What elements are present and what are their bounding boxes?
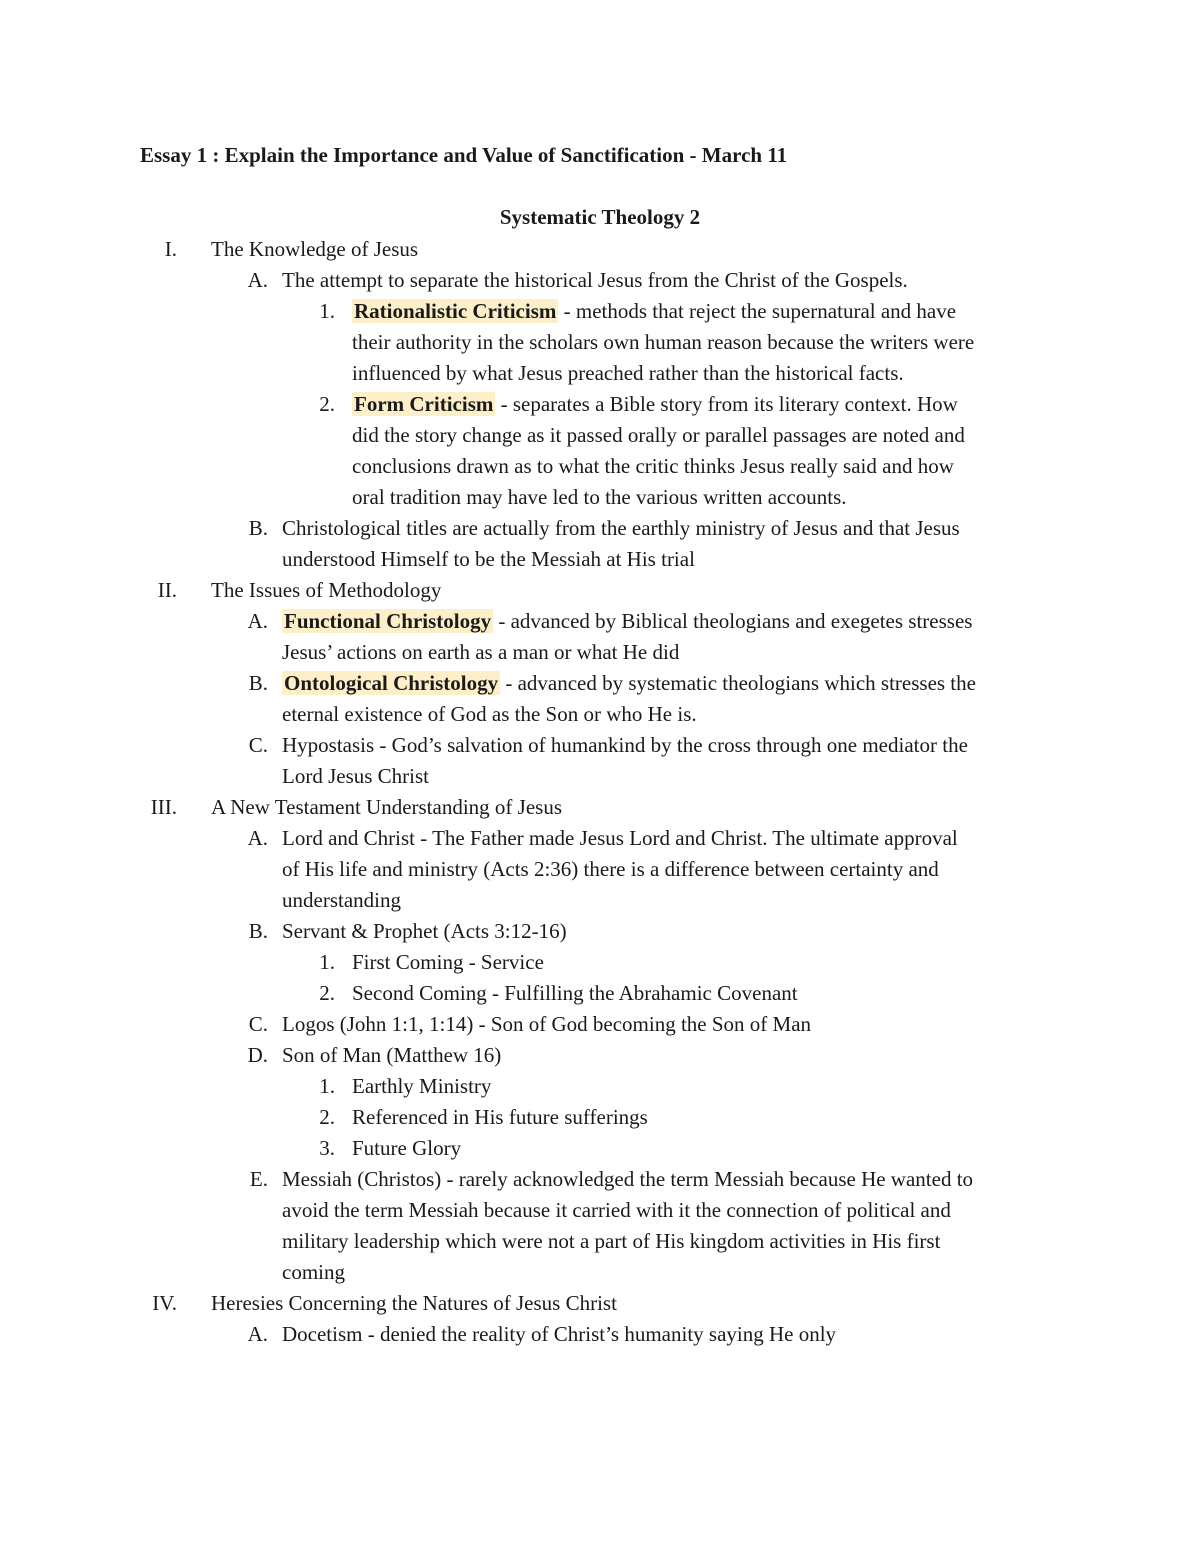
item-text: Jesus’ actions on earth as a man or what He did — [282, 640, 680, 664]
list-item — [0, 1102, 1200, 1133]
item-text: oral tradition may have led to the various written accounts. — [352, 485, 847, 509]
list-item — [0, 296, 1200, 327]
section-title: A New Testament Understanding of Jesus — [211, 795, 563, 819]
item-text: did the story change as it passed orally or parallel passages are noted and — [352, 423, 965, 447]
continuation-line — [0, 1226, 1200, 1257]
continuation-line — [0, 1257, 1200, 1288]
item-text: avoid the term Messiah because it carried with it the connection of political and — [282, 1198, 951, 1222]
continuation-line — [0, 1195, 1200, 1226]
item-text: Lord and Christ - The Father made Jesus Lord and Christ. The ultimate approval — [282, 826, 958, 850]
number-marker: 1. — [319, 1074, 335, 1098]
list-item — [0, 668, 1200, 699]
letter-marker: C. — [248, 1012, 268, 1036]
item-text: The attempt to separate the historical Jesus from the Christ of the Gospels. — [282, 268, 908, 292]
number-marker: 2. — [319, 392, 335, 416]
list-item — [0, 1133, 1200, 1164]
outline — [0, 234, 1200, 1350]
item-text-rest: - methods that reject the supernatural and have — [558, 299, 957, 323]
section-title: Heresies Concerning the Natures of Jesus Christ — [211, 1291, 617, 1315]
item-text: Referenced in His future sufferings — [352, 1105, 648, 1129]
letter-marker: E. — [249, 1167, 268, 1191]
number-marker: 1. — [319, 299, 335, 323]
section-title: The Knowledge of Jesus — [211, 237, 419, 261]
roman-numeral: I. — [164, 237, 177, 261]
course-title: Systematic Theology 2 — [499, 205, 701, 229]
item-text — [282, 606, 972, 637]
letter-marker: B. — [248, 919, 268, 943]
item-text-rest: - advanced by Biblical theologians and exegetes stresses — [493, 609, 973, 633]
letter-marker: C. — [248, 733, 268, 757]
letter-marker: A. — [247, 1322, 268, 1346]
essay-title: Essay 1 : Explain the Importance and Value of Sanctification - March 11 — [140, 143, 788, 167]
continuation-line — [0, 482, 1200, 513]
list-item — [0, 389, 1200, 420]
section-title: The Issues of Methodology — [211, 578, 442, 602]
highlighted-term: Form Criticism — [354, 392, 494, 416]
roman-numeral: III. — [150, 795, 177, 819]
item-text: their authority in the scholars own human reason because the writers were — [352, 330, 975, 354]
letter-marker: A. — [247, 268, 268, 292]
item-text: Future Glory — [352, 1136, 462, 1160]
section-heading — [0, 1288, 1200, 1319]
item-text: Christological titles are actually from the earthly ministry of Jesus and that Jesus — [282, 516, 960, 540]
highlighted-term: Functional Christology — [284, 609, 492, 633]
letter-marker: D. — [247, 1043, 268, 1067]
item-text: Earthly Ministry — [352, 1074, 492, 1098]
list-item — [0, 1071, 1200, 1102]
item-text: First Coming - Service — [352, 950, 544, 974]
section-heading — [0, 575, 1200, 606]
list-item — [0, 1040, 1200, 1071]
continuation-line — [0, 451, 1200, 482]
item-text-rest: - advanced by systematic theologians which stresses the — [500, 671, 976, 695]
list-item — [0, 823, 1200, 854]
item-text-rest: - separates a Bible story from its literary context. How — [495, 392, 958, 416]
list-item — [0, 606, 1200, 637]
continuation-line — [0, 854, 1200, 885]
item-text: influenced by what Jesus preached rather than the historical facts. — [352, 361, 904, 385]
highlighted-term: Rationalistic Criticism — [354, 299, 557, 323]
number-marker: 1. — [319, 950, 335, 974]
item-text: coming — [282, 1260, 345, 1284]
letter-marker: A. — [247, 609, 268, 633]
list-item — [0, 1319, 1200, 1350]
item-text: Docetism - denied the reality of Christ’s humanity saying He only — [282, 1322, 837, 1346]
roman-numeral: IV. — [152, 1291, 177, 1315]
item-text: Messiah (Christos) - rarely acknowledged the term Messiah because He wanted to — [282, 1167, 974, 1191]
item-text: Servant & Prophet (Acts 3:12-16) — [282, 919, 567, 943]
continuation-line — [0, 699, 1200, 730]
item-text: military leadership which were not a part of His kingdom activities in His first — [282, 1229, 941, 1253]
list-item — [0, 1164, 1200, 1195]
item-text: understood Himself to be the Messiah at His trial — [282, 547, 695, 571]
list-item — [0, 947, 1200, 978]
item-text: eternal existence of God as the Son or who He is. — [282, 702, 697, 726]
item-text — [282, 668, 976, 699]
list-item — [0, 265, 1200, 296]
continuation-line — [0, 885, 1200, 916]
roman-numeral: II. — [157, 578, 177, 602]
item-text: understanding — [282, 888, 401, 912]
item-text: Hypostasis - God’s salvation of humankind by the cross through one mediator the — [282, 733, 968, 757]
list-item — [0, 730, 1200, 761]
section-heading — [0, 792, 1200, 823]
section-heading — [0, 234, 1200, 265]
item-text — [352, 389, 958, 420]
number-marker: 3. — [319, 1136, 335, 1160]
continuation-line — [0, 358, 1200, 389]
item-text: Lord Jesus Christ — [282, 764, 429, 788]
item-text: of His life and ministry (Acts 2:36) there is a difference between certainty and — [282, 857, 939, 881]
item-text: Logos (John 1:1, 1:14) - Son of God becoming the Son of Man — [282, 1012, 812, 1036]
continuation-line — [0, 544, 1200, 575]
letter-marker: A. — [247, 826, 268, 850]
item-text: Second Coming - Fulfilling the Abrahamic Covenant — [352, 981, 798, 1005]
list-item — [0, 1009, 1200, 1040]
letter-marker: B. — [248, 671, 268, 695]
number-marker: 2. — [319, 981, 335, 1005]
continuation-line — [0, 420, 1200, 451]
list-item — [0, 916, 1200, 947]
continuation-line — [0, 761, 1200, 792]
list-item — [0, 978, 1200, 1009]
highlighted-term: Ontological Christology — [284, 671, 499, 695]
number-marker: 2. — [319, 1105, 335, 1129]
letter-marker: B. — [248, 516, 268, 540]
item-text: conclusions drawn as to what the critic thinks Jesus really said and how — [352, 454, 954, 478]
continuation-line — [0, 327, 1200, 358]
item-text: Son of Man (Matthew 16) — [282, 1043, 502, 1067]
continuation-line — [0, 637, 1200, 668]
item-text — [352, 296, 956, 327]
list-item — [0, 513, 1200, 544]
